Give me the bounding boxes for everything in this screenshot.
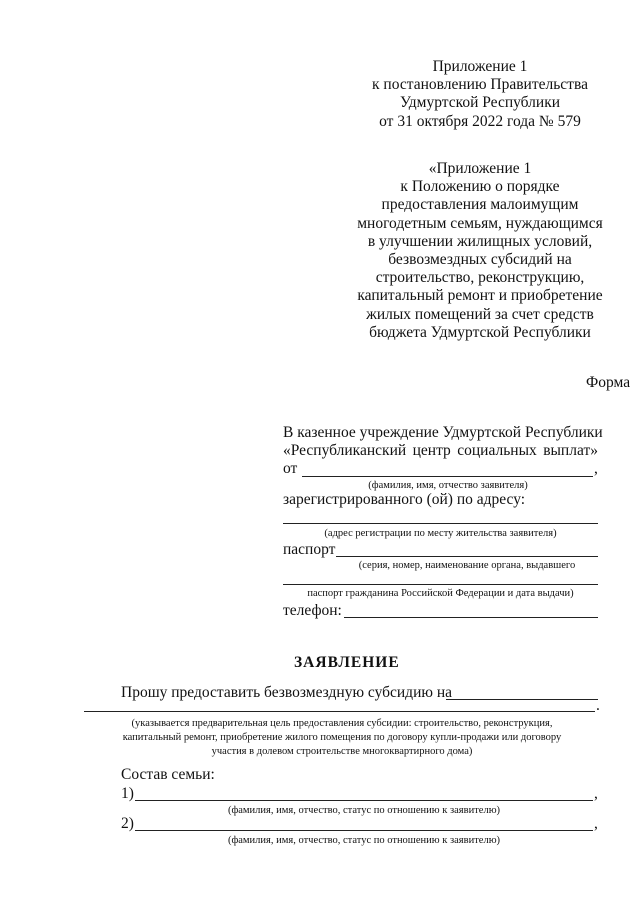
from-comma: , [594, 460, 598, 477]
appendix-line: Приложение 1 [432, 58, 528, 75]
appendix-line: от 31 октября 2022 года № 579 [379, 112, 581, 130]
passport-hint-2: паспорт гражданина Российской Федерации и дата выдачи) [307, 588, 574, 599]
appendix-line: Удмуртской Республики [399, 94, 561, 112]
request-text: Прошу предоставить безвозмездную субсидию на [121, 684, 452, 701]
phone-field[interactable] [344, 617, 598, 618]
position-line: «Приложение 1 [428, 160, 532, 177]
appendix-header [345, 58, 615, 131]
subsidy-purpose-field[interactable] [446, 699, 598, 700]
family-member-hint: (фамилия, имя, отчество, статус по отношению к заявителю) [227, 835, 501, 846]
form-label: Форма [586, 374, 631, 391]
position-line: бюджета Удмуртской Республики [369, 323, 591, 341]
family-member-comma: , [594, 785, 598, 802]
position-line: многодетным семьям, нуждающимся [357, 214, 603, 232]
addressee-word: центр [412, 442, 451, 459]
passport-field[interactable] [336, 556, 598, 557]
from-label: от [283, 460, 298, 477]
appendix-line: к постановлению Правительства [372, 76, 588, 94]
subsidy-purpose-field-2[interactable] [84, 711, 595, 712]
registered-label: зарегистрированного (ой) по адресу: [283, 491, 526, 508]
addressee-word: социальных [457, 442, 537, 459]
phone-label: телефон: [283, 602, 342, 619]
addressee-word: «Республиканский [283, 442, 407, 459]
request-hint-line: (указывается предварительная цель предоставления субсидии: строительство, реконструкция, [131, 718, 553, 729]
position-header [345, 160, 615, 342]
family-member-field[interactable] [135, 830, 593, 831]
family-member-number: 1) [121, 785, 134, 802]
request-end-mark: . [596, 697, 600, 714]
addressee-line-2 [283, 442, 598, 460]
family-label: Состав семьи: [121, 766, 215, 783]
family-member-number: 2) [121, 815, 134, 832]
request-hint-line: участия в долевом строительстве многоквартирного дома) [211, 746, 473, 757]
passport-label: паспорт [283, 541, 336, 558]
document-title: ЗАЯВЛЕНИЕ [294, 654, 400, 671]
addressee-word: выплат» [543, 442, 598, 459]
position-line: капитальный ремонт и приобретение [357, 287, 603, 305]
address-field[interactable] [283, 523, 598, 524]
addressee-line-1: В казенное учреждение Удмуртской Республики [283, 424, 603, 441]
family-member-hint: (фамилия, имя, отчество, статус по отношению к заявителю) [227, 805, 501, 816]
position-line: к Положению о порядке [400, 178, 560, 196]
applicant-name-field[interactable] [302, 476, 593, 477]
position-line: жилых помещений за счет средств [366, 305, 594, 323]
family-member-comma: , [594, 815, 598, 832]
request-hint-line: капитальный ремонт, приобретение жилого помещения по договору купли-продажи или договору [122, 732, 562, 743]
position-line: безвозмездных субсидий на [388, 251, 572, 269]
applicant-name-hint: (фамилия, имя, отчество заявителя) [368, 480, 528, 491]
position-line: предоставления малоимущим [381, 196, 579, 214]
passport-field-2[interactable] [283, 584, 598, 585]
address-hint: (адрес регистрации по месту жительства заявителя) [324, 528, 557, 539]
passport-hint: (серия, номер, наименование органа, выдавшего [358, 560, 576, 571]
family-member-field[interactable] [135, 800, 593, 801]
position-line: в улучшении жилищных условий, [367, 232, 593, 250]
position-line: строительство, реконструкцию, [375, 269, 585, 287]
